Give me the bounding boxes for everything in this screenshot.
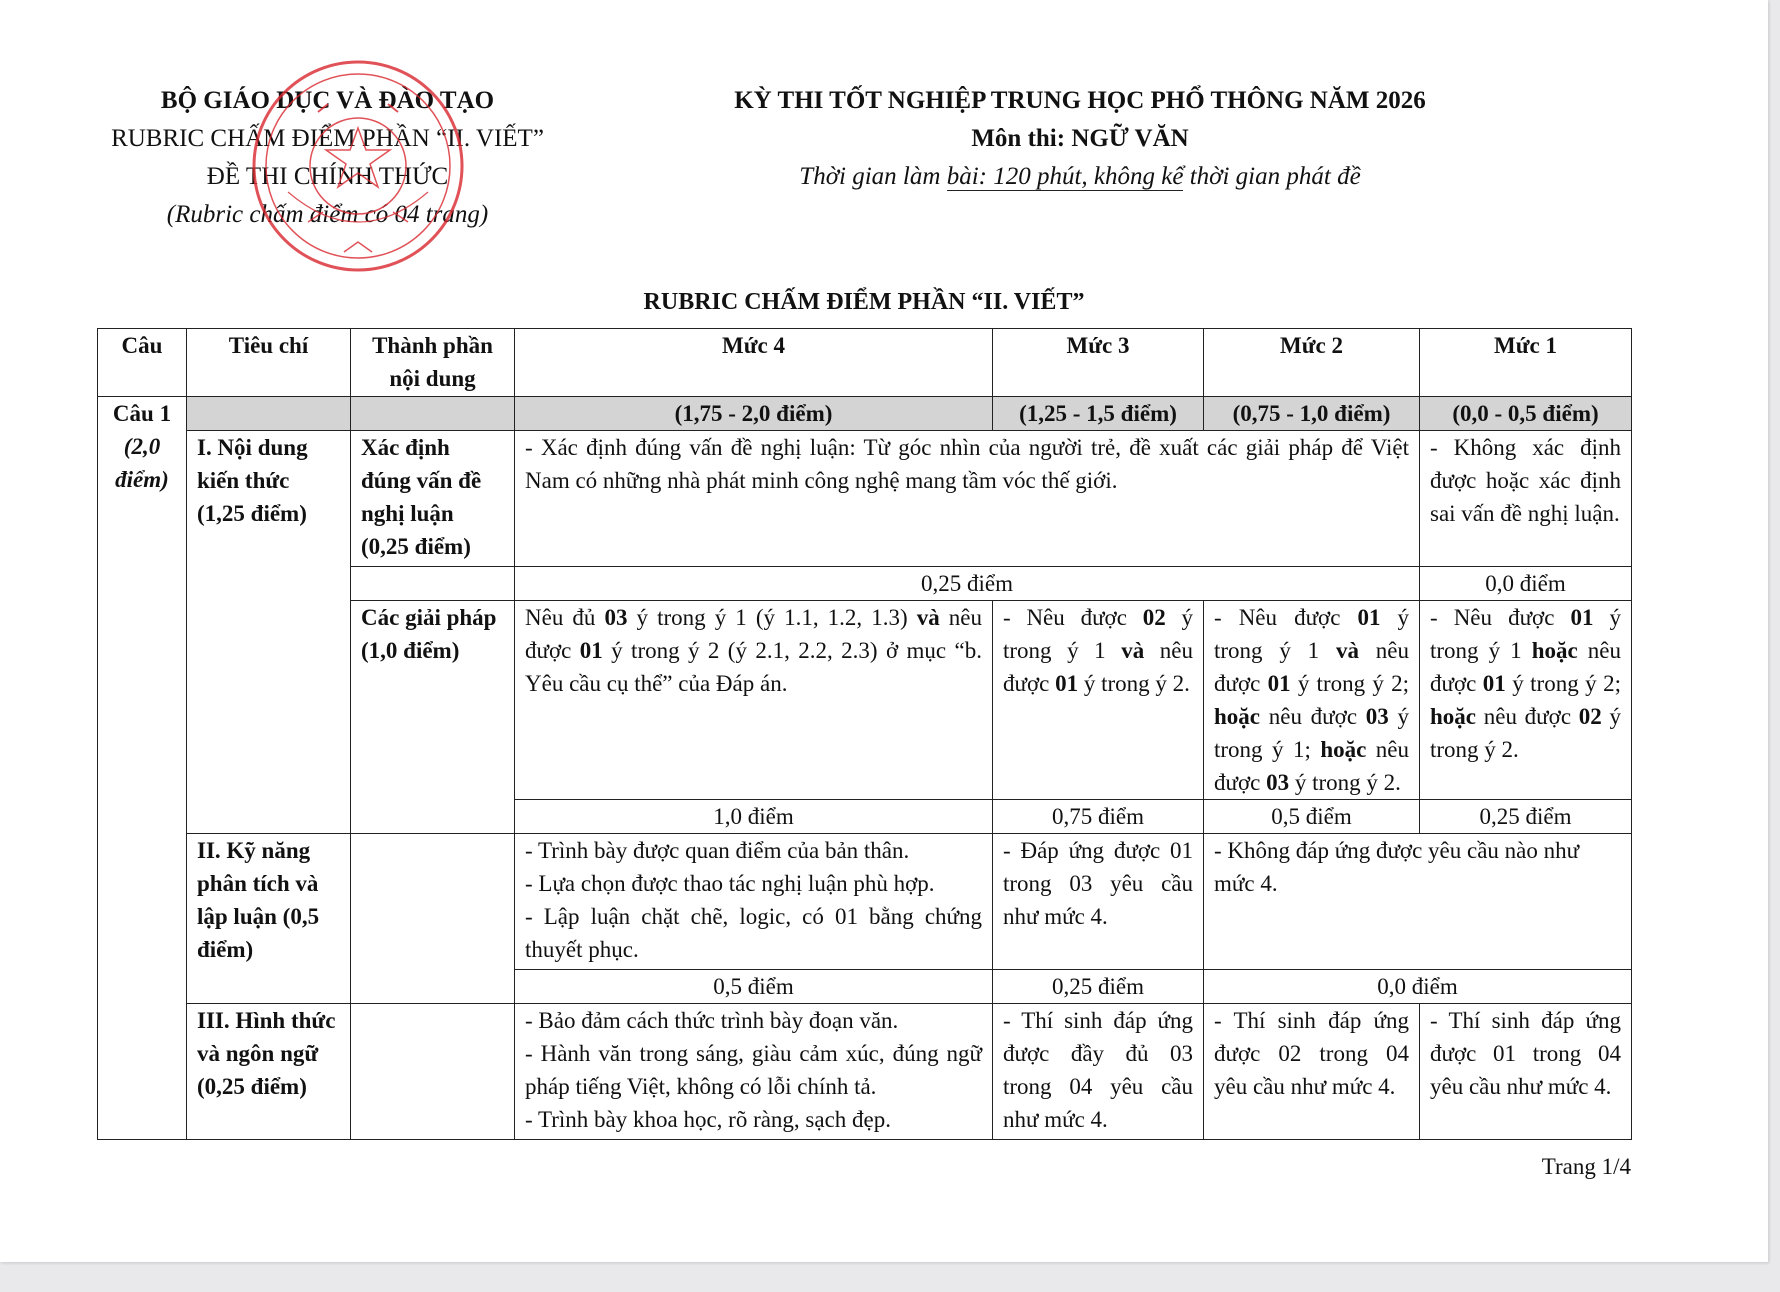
range-muc4: (1,75 - 2,0 điểm): [515, 397, 993, 431]
empty-cell: [351, 567, 515, 601]
col-header-cau: Câu: [98, 329, 187, 397]
desc-ky-nang-muc3: - Đáp ứng được 01 trong 03 yêu cầu như mức 4.: [993, 834, 1204, 970]
document-title: RUBRIC CHẤM ĐIỂM PHẦN “II. VIẾT”: [111, 125, 544, 152]
level-range-row: [98, 397, 1632, 431]
rubric-table: [97, 328, 1632, 1140]
score-giai-phap-muc1: 0,25 điểm: [1420, 800, 1632, 834]
score-xac-dinh-muc4-3-2: 0,25 điểm: [515, 567, 1420, 601]
col-header-muc3: Mức 3: [993, 329, 1204, 397]
exam-time-prefix: Thời gian làm: [799, 163, 947, 190]
desc-giai-phap-muc4: Nêu đủ 03 ý trong ý 1 (ý 1.1, 1.2, 1.3) và nêu được 01 ý trong ý 2 (ý 2.1, 2.2, 2.3) ở mục “b. Yêu cầu cụ thể” của Đáp án.: [515, 601, 993, 800]
exam-time-suffix: thời gian phát đề: [1183, 163, 1361, 190]
criterion-noi-dung: I. Nội dung kiến thức (1,25 điểm): [187, 431, 351, 834]
exam-time: [700, 158, 1460, 196]
desc-giai-phap-muc2: - Nêu được 01 ý trong ý 1 và nêu được 01 ý trong ý 2; hoặc nêu được 03 ý trong ý 1; hoặc nêu được 03 ý trong ý 2.: [1204, 601, 1420, 800]
header-right: [700, 82, 1460, 196]
range-muc3: (1,25 - 1,5 điểm): [993, 397, 1204, 431]
score-ky-nang-muc3: 0,25 điểm: [993, 970, 1204, 1004]
page-count-note: (Rubric chấm điểm có 04 trang): [166, 201, 489, 228]
row-ky-nang: [98, 834, 1632, 970]
desc-hinh-thuc-muc1: - Thí sinh đáp ứng được 01 trong 04 yêu cầu như mức 4.: [1420, 1004, 1632, 1140]
desc-hinh-thuc-muc3: - Thí sinh đáp ứng được đầy đủ 03 trong 04 yêu cầu như mức 4.: [993, 1004, 1204, 1140]
desc-hinh-thuc-muc2: - Thí sinh đáp ứng được 02 trong 04 yêu cầu như mức 4.: [1204, 1004, 1420, 1140]
criterion-hinh-thuc: III. Hình thức và ngôn ngữ (0,25 điểm): [187, 1004, 351, 1140]
empty-cell: [351, 834, 515, 1004]
desc-ky-nang-muc4: - Trình bày được quan điểm của bản thân. - Lựa chọn được thao tác nghị luận phù hợp. - Lập luận chặt chẽ, logic, có 01 bằng chứng thuyết phục.: [515, 834, 993, 970]
score-giai-phap-muc3: 0,75 điểm: [993, 800, 1204, 834]
shaded-cell: [187, 397, 351, 431]
exam-title: KỲ THI TỐT NGHIỆP TRUNG HỌC PHỔ THÔNG NĂM 2026: [734, 87, 1426, 114]
page-number: Trang 1/4: [1541, 1154, 1631, 1179]
question-points: (2,0 điểm): [115, 434, 169, 492]
document-status: ĐỀ THI CHÍNH THỨC: [206, 163, 449, 190]
shaded-cell: [351, 397, 515, 431]
score-giai-phap-muc2: 0,5 điểm: [1204, 800, 1420, 834]
criterion-ky-nang: II. Kỹ năng phân tích và lập luận (0,5 điểm): [187, 834, 351, 1004]
range-muc1: (0,0 - 0,5 điểm): [1420, 397, 1632, 431]
table-title: RUBRIC CHẤM ĐIỂM PHẦN “II. VIẾT”: [643, 289, 1085, 315]
col-header-muc2: Mức 2: [1204, 329, 1420, 397]
col-header-muc4: Mức 4: [515, 329, 993, 397]
desc-xac-dinh-muc1: - Không xác định được hoặc xác định sai vấn đề nghị luận.: [1420, 431, 1632, 567]
row-hinh-thuc: [98, 1004, 1632, 1140]
desc-ky-nang-muc2-1: - Không đáp ứng được yêu cầu nào như mức 4.: [1204, 834, 1632, 970]
question-cell: [98, 397, 187, 1140]
header-left: [95, 82, 560, 234]
col-header-muc1: Mức 1: [1420, 329, 1632, 397]
row-xac-dinh: [98, 431, 1632, 567]
desc-hinh-thuc-muc4: - Bảo đảm cách thức trình bày đoạn văn. - Hành văn trong sáng, giàu cảm xúc, đúng ngữ pháp tiếng Việt, không có lỗi chính tả. - Trình bày khoa học, rõ ràng, sạch đẹp.: [515, 1004, 993, 1140]
empty-cell: [351, 1004, 515, 1140]
exam-subject: Môn thi: NGỮ VĂN: [971, 125, 1189, 152]
ministry-name: BỘ GIÁO DỤC VÀ ĐÀO TẠO: [160, 87, 495, 114]
col-header-thanh-phan: Thành phần nội dung: [351, 329, 515, 397]
score-ky-nang-muc4: 0,5 điểm: [515, 970, 993, 1004]
component-xac-dinh: Xác định đúng vấn đề nghị luận (0,25 điểm): [351, 431, 515, 567]
exam-time-underlined: bài: 120 phút, không kể: [946, 163, 1184, 190]
score-ky-nang-muc2-1: 0,0 điểm: [1204, 970, 1632, 1004]
desc-xac-dinh-muc4-3-2: - Xác định đúng vấn đề nghị luận: Từ góc nhìn của người trẻ, đề xuất các giải pháp để Việt Nam có những nhà phát minh công nghệ mang tầm vóc thế giới.: [515, 431, 1420, 567]
table-header-row: [98, 329, 1632, 397]
question-label: Câu 1: [112, 401, 172, 426]
col-header-tieu-chi: Tiêu chí: [187, 329, 351, 397]
score-giai-phap-muc4: 1,0 điểm: [515, 800, 993, 834]
range-muc2: (0,75 - 1,0 điểm): [1204, 397, 1420, 431]
desc-giai-phap-muc1: - Nêu được 01 ý trong ý 1 hoặc nêu được 01 ý trong ý 2; hoặc nêu được 02 ý trong ý 2.: [1420, 601, 1632, 800]
score-xac-dinh-muc1: 0,0 điểm: [1420, 567, 1632, 601]
desc-giai-phap-muc3: - Nêu được 02 ý trong ý 1 và nêu được 01 ý trong ý 2.: [993, 601, 1204, 800]
component-giai-phap: Các giải pháp (1,0 điểm): [351, 601, 515, 834]
